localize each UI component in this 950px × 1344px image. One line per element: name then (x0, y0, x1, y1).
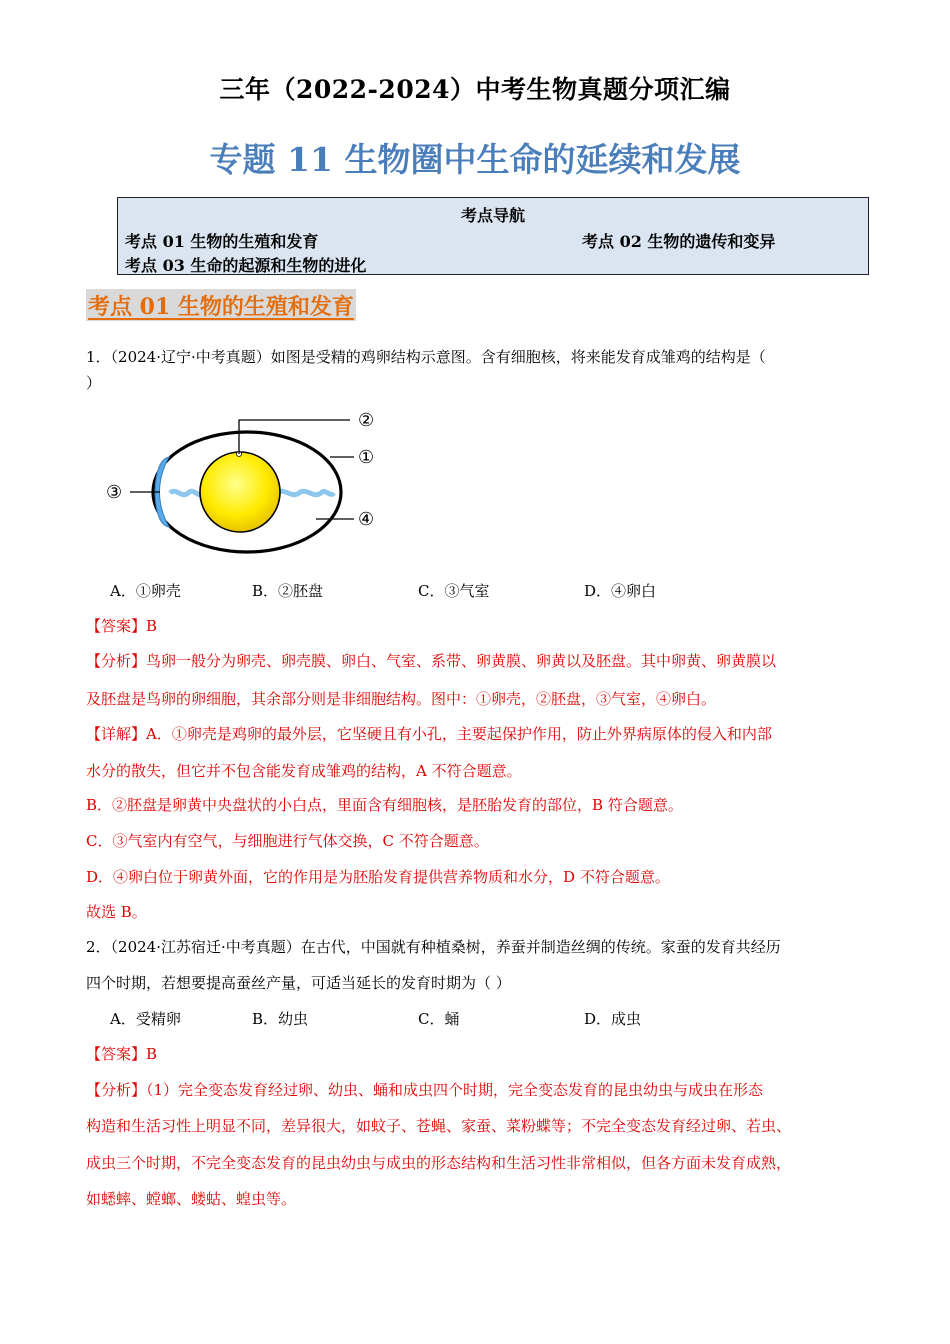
question-2-option-d: D．成虫 (584, 1010, 642, 1028)
question-1-stem-end: ） (86, 374, 102, 392)
egg-structure-diagram (100, 400, 400, 560)
question-1-option-c: C．③气室 (418, 582, 490, 600)
label-2: ② (358, 410, 375, 431)
navigation-heading: 考点导航 (460, 206, 525, 225)
question-2-analysis-line: 【分析】（1）完全变态发育经过卵、幼虫、蛹和成虫四个时期，完全变态发育的昆虫幼虫与成虫在形态 (86, 1081, 764, 1099)
question-1-analysis-line: 及胚盘是鸟卵的卵细胞，其余部分则是非细胞结构。图中：①卵壳，②胚盘，③气室，④卵白。 (86, 690, 717, 708)
nav-item-03: 考点 03 生命的起源和生物的进化 (125, 256, 367, 275)
label-3: ③ (106, 482, 123, 503)
document-title: 三年（2022-2024）中考生物真题分项汇编 (219, 75, 731, 104)
question-2-analysis-line: 成虫三个时期，不完全变态发育的昆虫幼虫与成虫的形态结构和生活习性非常相似，但各方面未发育成熟， (86, 1154, 792, 1172)
question-2-stem: 四个时期，若想要提高蚕丝产量，可适当延长的发育时期为（ ） (86, 974, 511, 992)
question-1-detail-line: 水分的散失，但它并不包含能发育成雏鸡的结构，A 不符合题意。 (86, 762, 522, 780)
question-2-analysis-line: 构造和生活习性上明显不同，差异很大，如蚊子、苍蝇、家蚕、菜粉蝶等；不完全变态发育经过卵、若虫、 (86, 1117, 792, 1135)
question-2-option-b: B．幼虫 (252, 1010, 309, 1028)
question-1-detail-line: B．②胚盘是卵黄中央盘状的小白点，里面含有细胞核，是胚胎发育的部位，B 符合题意。 (86, 796, 683, 814)
nav-item-02: 考点 02 生物的遗传和变异 (582, 232, 776, 251)
question-1-detail-line: D．④卵白位于卵黄外面，它的作用是为胚胎发育提供营养物质和水分，D 不符合题意。 (86, 868, 670, 886)
question-2-answer: 【答案】B (86, 1045, 158, 1063)
question-2-stem: 2．（2024·江苏宿迁·中考真题）在古代，中国就有种植桑树，养蚕并制造丝绸的传统。家蚕的发育共经历 (86, 938, 781, 956)
nav-item-01: 考点 01 生物的生殖和发育 (125, 232, 319, 251)
question-1-option-d: D．④卵白 (584, 582, 657, 600)
question-1-detail-line: 【详解】A．①卵壳是鸡卵的最外层，它坚硬且有小孔，主要起保护作用，防止外界病原体的侵入和内部 (86, 725, 772, 743)
question-2-option-c: C．蛹 (418, 1010, 460, 1028)
question-1-detail-line: C．③气室内有空气，与细胞进行气体交换，C 不符合题意。 (86, 832, 489, 850)
question-2-option-a: A．受精卵 (110, 1010, 181, 1028)
label-4: ④ (358, 509, 375, 530)
question-1-stem: 1．（2024·辽宁·中考真题）如图是受精的鸡卵结构示意图。含有细胞核，将来能发育成雏鸡的结构是（ (86, 348, 766, 366)
label-1: ① (358, 447, 375, 468)
question-2-analysis-line: 如蟋蟀、螳螂、蝼蛄、蝗虫等。 (86, 1190, 297, 1208)
section-heading: 考点 01 生物的生殖和发育 (86, 289, 356, 321)
question-1-answer: 【答案】B (86, 617, 158, 635)
topic-navigation-box (117, 197, 869, 275)
question-1-analysis-line: 【分析】鸟卵一般分为卵壳、卵壳膜、卵白、气室、系带、卵黄膜、卵黄以及胚盘。其中卵黄、卵黄膜以 (86, 652, 777, 670)
topic-title: 专题 11 生物圈中生命的延续和发展 (209, 140, 741, 179)
egg-yolk (200, 452, 280, 532)
question-1-option-b: B．②胚盘 (252, 582, 324, 600)
question-1-detail-line: 故选 B。 (86, 903, 147, 921)
question-1-option-a: A．①卵壳 (110, 582, 181, 600)
